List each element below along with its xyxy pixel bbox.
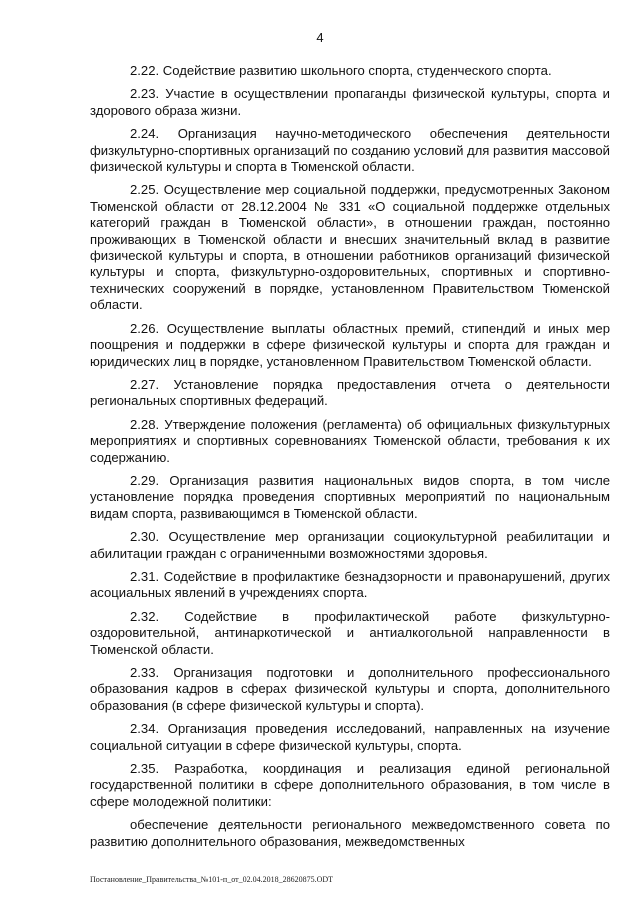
page-number: 4: [316, 30, 324, 45]
paragraph-2-26: 2.26. Осуществление выплаты областных премий, стипендий и иных мер поощрения и поддержки в сфере физической культуры и спорта для граждан и юридических лиц в порядке, установленном Правительством Тюменской области.: [90, 320, 610, 369]
paragraph-2-28: 2.28. Утверждение положения (регламента) об официальных физкультурных мероприятиях и спортивных соревнованиях Тюменской области, требования к их содержанию.: [90, 416, 610, 465]
paragraph-2-34: 2.34. Организация проведения исследований, направленных на изучение социальной ситуации в сфере физической культуры, спорта.: [90, 721, 610, 753]
paragraph-2-27: 2.27. Установление порядка предоставления отчета о деятельности региональных спортивных федераций.: [90, 376, 610, 409]
document-body: [90, 63, 610, 857]
paragraph-2-22: 2.22. Содействие развитию школьного спорта, студенческого спорта.: [130, 63, 552, 78]
paragraph-2-23: 2.23. Участие в осуществлении пропаганды физической культуры, спорта и здорового образа жизни.: [90, 86, 610, 118]
paragraph-2-32: 2.32. Содействие в профилактической работе физкультурно-оздоровительной, антинаркотической и антиалкогольной направленности в Тюменской области.: [90, 608, 610, 657]
paragraph-2-29: 2.29. Организация развития национальных видов спорта, в том числе установление порядка проведения спортивных мероприятий по национальным видам спорта, развивающимся в Тюменской области.: [90, 472, 610, 521]
paragraph-list-item: обеспечение деятельности регионального межведомственного совета по развитию дополнительного образования, межведомственных: [90, 817, 610, 849]
paragraph-2-31: 2.31. Содействие в профилактике безнадзорности и правонарушений, других асоциальных явлений в учреждениях спорта.: [90, 568, 610, 601]
paragraph-2-30: 2.30. Осуществление мер организации социокультурной реабилитации и абилитации граждан с ограниченными возможностями здоровья.: [90, 529, 610, 561]
paragraph-2-25: 2.25. Осуществление мер социальной поддержки, предусмотренных Законом Тюменской области от 28.12.2004 № 331 «О социальной поддержке отдельных категорий граждан в Тюменской области», в отношении граждан, постоянно проживающих в Тюменской области и внесших значительный вклад в развитие физической культуры и спорта, в отношении работников организаций физической культуры и спорта, физкультурно-оздоровительных, спортивных и спортивно-технических сооружений в порядке, установленном Правительством Тюменской области.: [90, 182, 610, 313]
paragraph-2-33: 2.33. Организация подготовки и дополнительного профессионального образования кадров в сферах физической культуры и спорта, дополнительного образования (в сфере физической культуры и спорта).: [90, 665, 610, 713]
paragraph-2-24: 2.24. Организация научно-методического обеспечения деятельности физкультурно-спортивных организаций по созданию условий для развития массовой физической культуры и спорта в Тюменской области.: [90, 126, 610, 175]
paragraph-2-35: 2.35. Разработка, координация и реализация единой региональной государственной политики в сфере дополнительного образования, в том числе в сфере молодежной политики:: [90, 761, 610, 809]
document-footer: Постановление_Правительства_№101-п_от_02.04.2018_28620875.ODT: [90, 875, 334, 884]
